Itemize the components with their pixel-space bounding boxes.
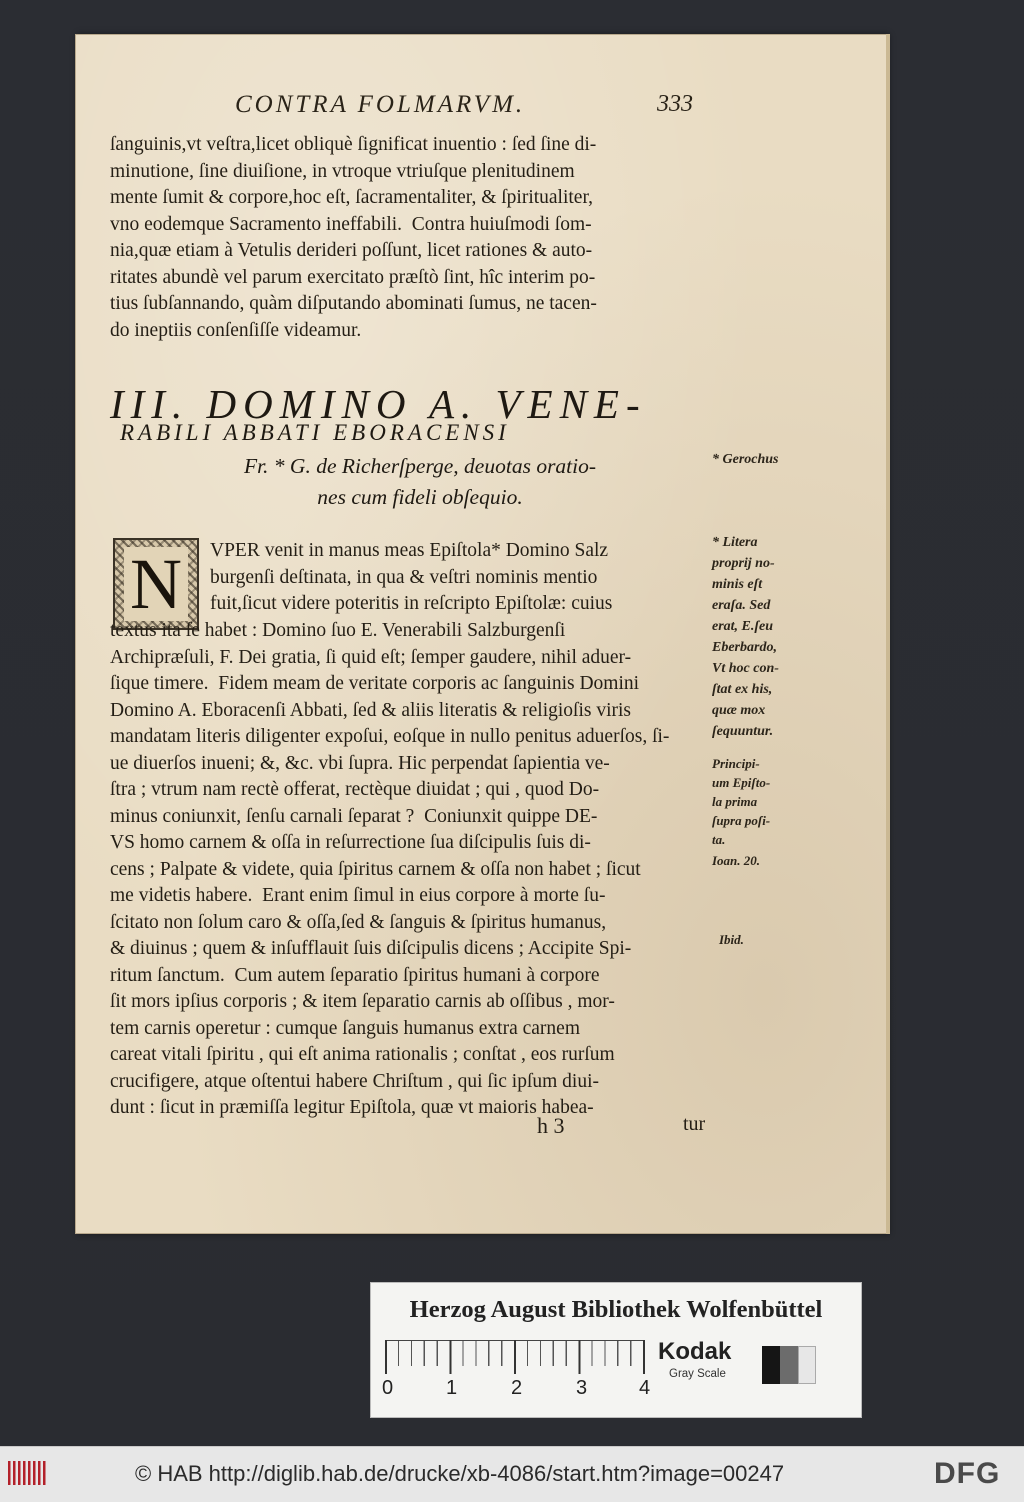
footer-bar	[0, 1446, 1024, 1502]
gray-scale-label: Gray Scale	[669, 1368, 726, 1380]
ruler-major-ticks	[385, 1340, 645, 1374]
paragraph-2: textus ita ſe habet : Domino ſuo E. Venerabili Salzburgenſi Archipræſuli, F. Dei gratia, ſi quid eſt; ſemper gaudere, nihil aduer- ſique timere. Fidem meam de veritate corporis ac ſanguinis Domini Domino A. Eboracenſi Abbati, ſed & aliis literatis & religioſis viris mandatam literis diligenter expoſui, eoſque in nullo penitus aduerſos, ſi- ue diuerſos inueni; &, &c. vbi ſupra. Hic perpendat ſapientia ve- ſtra ; vtrum nam rectè offerat, rectèque diuidat ; qui , quod Do- minus coniunxit, ſenſu carnali ſeparat ? Coniunxit quippe DE- VS homo carnem & oſſa in reſurrectione ſua diſcipulis ſuis di- cens ; Palpate & videte, quia ſpiritus carnem & oſſa non habet ; ſicut me videtis habere. Erant enim ſimul in eius corpore à morte ſu- ſcitato non ſolum caro & oſſa,ſed & ſanguis & ſpiritus humanus, & diuinus ; quem & inſufflauit ſuis diſcipulis dicens ; Accipite Spi- ritum ſanctum. Cum autem ſeparatio ſpiritus humani à corpore ſit mors ipſius corporis ; & item ſeparatio carnis ab oſſibus , mor- tem carnis operetur : cumque ſanguis humanus extra carnem careat vitali ſpiritu , qui eſt anima rationalis ; conſtat , eos rurſum crucifigere, atque oſtentui habere Chriſtum , qui ſic ipſum diui- dunt : ſicut in præmiſſa legitur Epiſtola, quæ vt maioris habea-	[110, 620, 670, 1118]
drop-cap-letter: N	[124, 547, 188, 621]
ruler-number: 1	[446, 1377, 458, 1399]
kodak-logo: Kodak	[658, 1338, 732, 1365]
paragraph-1: ſanguinis,vt veſtra,licet obliquè ſignificat inuentio : ſed ſine di- minutione, ſine diuiſione, in vtroque vtriuſque plenitudinem mente ſumit & corpore,hoc eſt, ſacramentaliter, & ſpiritualiter, vno eodemque Sacramento ineffabili. Contra huiuſmodi ſom- nia,quæ etiam à Vetulis derideri poſſunt, licet rationes & auto- ritates abundè vel parum exercitato præſtò ſint, hîc interim po- tius ſubſannando, quàm diſputando abominati ſumus, ne tacen- do ineptiis conſenſiſſe videamur.	[110, 134, 597, 341]
ruler-number: 4	[639, 1377, 651, 1399]
color-calibration-card	[370, 1282, 862, 1418]
ruler-number: 2	[511, 1377, 523, 1399]
running-head: CONTRA FOLMARVM.	[235, 91, 526, 118]
footer-citation[interactable]: © HAB http://diglib.hab.de/drucke/xb-4086/start.htm?image=00247	[135, 1461, 785, 1486]
catchword: tur	[683, 1113, 706, 1135]
margin-note-2: * Litera proprij no- minis eſt eraſa. Sed erat, E.ſeu Eberbardo, Vt hoc con- ſtat ex his, quæ mox ſequuntur.	[712, 535, 779, 739]
paragraph-2-opening: VPER venit in manus meas Epiſtola* Domino Salz burgenſi deſtinata, in qua & veſtri nominis mentio fuit,ſicut videre poteritis in reſcripto Epiſtolæ: cuius	[210, 540, 613, 614]
ruler-number: 0	[382, 1377, 394, 1399]
page-number: 333	[657, 91, 693, 117]
letter-heading-line-2: RABILI ABBATI EBORACENSI	[120, 420, 510, 445]
swatch-light	[798, 1346, 816, 1384]
margin-note-4: Ioan. 20.	[712, 853, 761, 868]
swatch-black	[762, 1346, 780, 1384]
letter-heading-line-3: Fr. * G. de Richerſperge, deuotas oratio- nes cum fideli obſequio.	[243, 454, 597, 509]
swatch-gray	[780, 1346, 798, 1384]
hab-barcode-logo-icon	[8, 1461, 48, 1485]
signature-mark: h 3	[537, 1113, 565, 1138]
margin-note-3: Principi- um Epiſto- la prima ſupra poſi- ta.	[712, 756, 771, 847]
card-title: Herzog August Bibliothek Wolfenbüttel	[409, 1296, 823, 1323]
margin-note-5: Ibid.	[719, 932, 744, 947]
dfg-logo: DFG	[934, 1457, 1001, 1490]
letter-heading-line-1: III. DOMINO A. VENE-	[110, 381, 647, 427]
ornamental-initial	[113, 538, 199, 630]
ruler-number: 3	[576, 1377, 588, 1399]
margin-note-1: * Gerochus	[712, 452, 779, 467]
page-edge	[886, 34, 890, 1234]
